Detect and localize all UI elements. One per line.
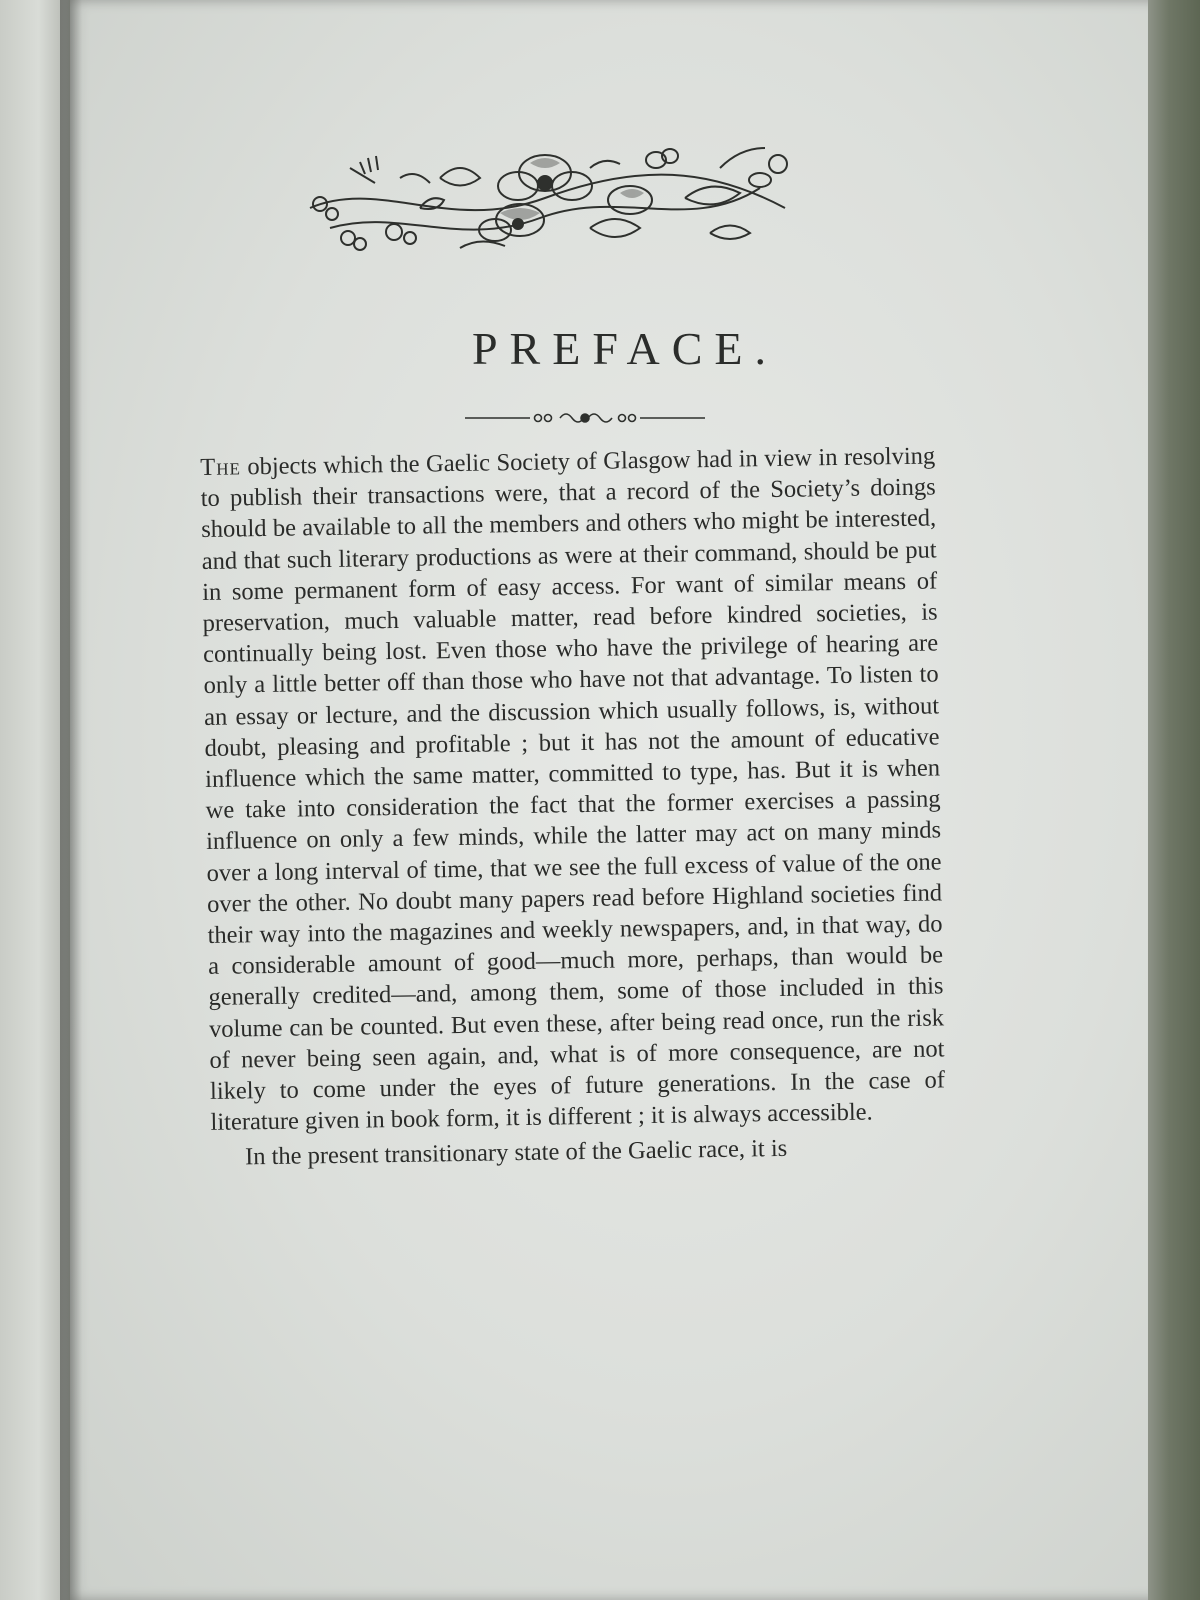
decorative-rule-icon [460,408,710,428]
book-cover-edge [1148,0,1200,1600]
book-page [70,0,1160,1600]
floral-headpiece-icon [290,138,800,258]
paragraph-lead-word: The [200,453,242,481]
preface-body [200,440,946,1173]
gutter-shadow [60,0,82,1600]
paragraph [211,1131,946,1174]
paragraph-text: objects which the Gaelic Society of Glasgow had in view in resolving to publish their transactions were, that a record of the Society’s doings should be available to all the members and others who might be interested, and that such literary productions as were at their command, should be put in some permanent form of easy access. For want of similar means of preservation, much valuable matter, read before kindred societies, is continually being lost. Even those who have the privilege of hearing are only a little better off than those who have not that advantage. To listen to an essay or lecture, and the discussion which usually follows, is, without doubt, pleasing and profitable ; but it has not the amount of educative influence which the same matter, committed to type, has. But it is when we take into consideration the fact that the former exercises a passing influence on only a few minds, while the latter may act on many minds over a long interval of time, that we see the full excess of value of the one over the other. No doubt many papers read before Highland societies find their way into the magazines and weekly newspapers, and, in that way, do a considerable amount of good—much more, perhaps, than would be generally credited—and, among them, some of those included in this volume can be counted. But even these, after being read once, run the risk of never being seen again, and, what is of more consequence, are not likely to come under the eyes of future generations. In the case of literature given in book form, it is different ; it is always accessible. [200,442,946,1137]
page-title: PREFACE. [471,323,779,374]
paragraph [200,440,946,1138]
paragraph-text: In the present transitionary state of the Gaelic race, it is [244,1135,788,1171]
